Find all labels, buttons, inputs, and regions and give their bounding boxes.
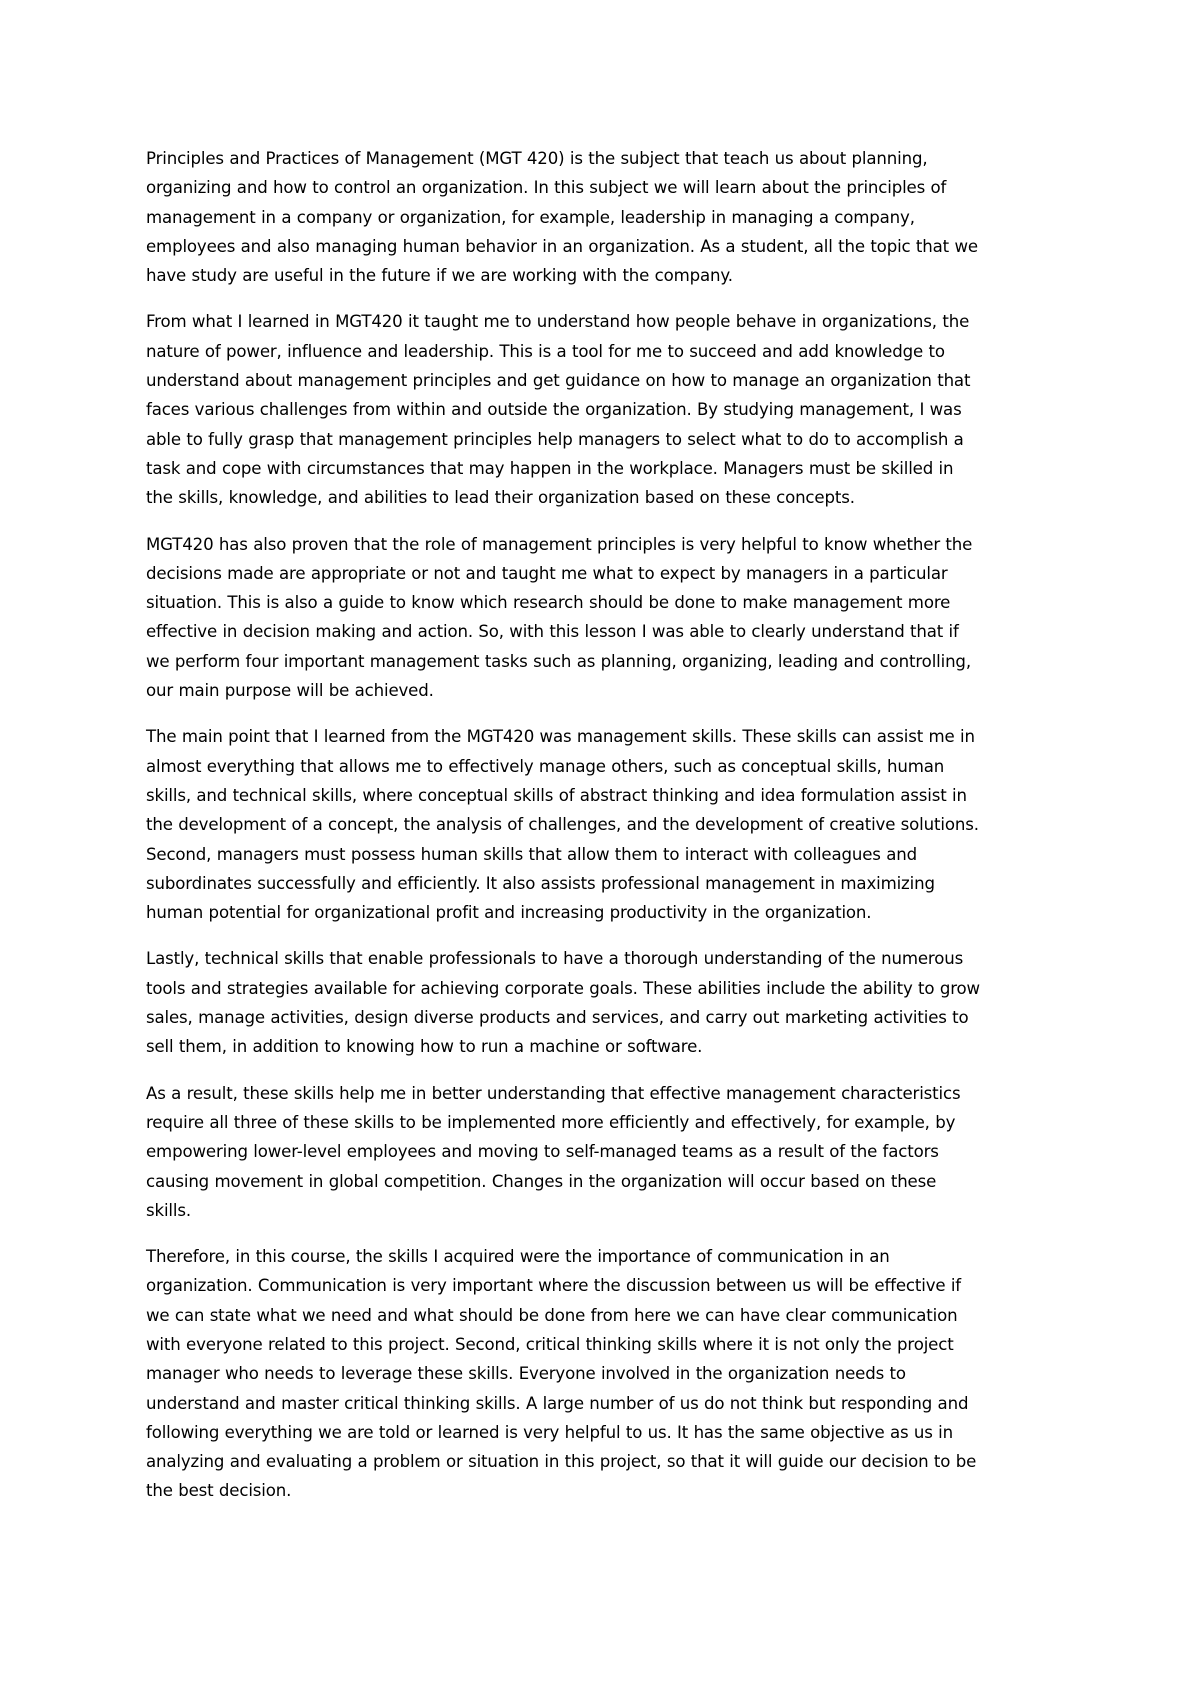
text-line: Therefore, in this course, the skills I acquired were the importance of communication in an (146, 1247, 890, 1267)
text-line: with everyone related to this project. Second, critical thinking skills where it is not only the project (146, 1334, 954, 1354)
text-line: nature of power, influence and leadership. This is a tool for me to succeed and add knowledge to (146, 341, 945, 361)
text-line: we can state what we need and what should be done from here we can have clear communication (146, 1305, 958, 1325)
paragraph-4 (146, 722, 1076, 927)
text-line: skills, and technical skills, where conceptual skills of abstract thinking and idea formulation assist in (146, 785, 967, 805)
text-line: situation. This is also a guide to know which research should be done to make management more (146, 593, 951, 613)
text-line: almost everything that allows me to effectively manage others, such as conceptual skills, human (146, 756, 945, 776)
text-line: able to fully grasp that management principles help managers to select what to do to accomplish a (146, 429, 964, 449)
text-line: following everything we are told or learned is very helpful to us. It has the same objective as us in (146, 1422, 953, 1442)
text-line: have study are useful in the future if we are working with the company. (146, 266, 733, 286)
text-line: MGT420 has also proven that the role of management principles is very helpful to know whether the (146, 534, 973, 554)
text-line: The main point that I learned from the MGT420 was management skills. These skills can assist me in (146, 727, 975, 747)
text-line: the skills, knowledge, and abilities to lead their organization based on these concepts. (146, 488, 855, 508)
text-line: Lastly, technical skills that enable professionals to have a thorough understanding of the numerous (146, 949, 964, 969)
text-line: subordinates successfully and efficiently. It also assists professional management in maximizing (146, 873, 935, 893)
text-line: human potential for organizational profit and increasing productivity in the organization. (146, 903, 872, 923)
text-line: the best decision. (146, 1481, 292, 1501)
text-line: our main purpose will be achieved. (146, 681, 434, 701)
text-line: require all three of these skills to be implemented more efficiently and effectively, for example, by (146, 1112, 956, 1132)
text-line: analyzing and evaluating a problem or situation in this project, so that it will guide our decision to be (146, 1452, 977, 1472)
text-line: As a result, these skills help me in better understanding that effective management characteristics (146, 1083, 961, 1103)
text-line: management in a company or organization, for example, leadership in managing a company, (146, 207, 915, 227)
text-line: Second, managers must possess human skills that allow them to interact with colleagues and (146, 844, 917, 864)
text-line: we perform four important management tasks such as planning, organizing, leading and controlling, (146, 651, 971, 671)
text-line: decisions made are appropriate or not and taught me what to expect by managers in a particular (146, 563, 948, 583)
text-line: organization. Communication is very important where the discussion between us will be effective if (146, 1276, 961, 1296)
text-line: effective in decision making and action. So, with this lesson I was able to clearly understand that if (146, 622, 959, 642)
paragraph-7 (146, 1242, 1076, 1506)
text-line: understand and master critical thinking skills. A large number of us do not think but responding and (146, 1393, 969, 1413)
paragraph-3 (146, 530, 1076, 706)
text-line: Principles and Practices of Management (MGT 420) is the subject that teach us about planning, (146, 149, 928, 168)
text-line: understand about management principles and get guidance on how to manage an organization that (146, 371, 971, 391)
text-line: faces various challenges from within and outside the organization. By studying management, I was (146, 400, 962, 420)
text-line: sales, manage activities, design diverse products and services, and carry out marketing activities to (146, 1008, 969, 1028)
text-line: From what I learned in MGT420 it taught me to understand how people behave in organizations, the (146, 312, 970, 332)
text-line: manager who needs to leverage these skills. Everyone involved in the organization needs to (146, 1364, 906, 1384)
paragraph-1 (146, 144, 1076, 290)
paragraph-6 (146, 1079, 1076, 1225)
text-line: task and cope with circumstances that may happen in the workplace. Managers must be skilled in (146, 458, 954, 478)
text-line: sell them, in addition to knowing how to run a machine or software. (146, 1037, 703, 1057)
text-line: skills. (146, 1200, 191, 1220)
text-line: employees and also managing human behavior in an organization. As a student, all the topic that we (146, 236, 978, 256)
text-line: causing movement in global competition. Changes in the organization will occur based on these (146, 1171, 937, 1191)
text-line: empowering lower-level employees and moving to self-managed teams as a result of the factors (146, 1142, 939, 1162)
paragraph-2 (146, 307, 1076, 512)
paragraph-5 (146, 944, 1076, 1061)
text-line: the development of a concept, the analysis of challenges, and the development of creative solutions. (146, 815, 979, 835)
text-line: tools and strategies available for achieving corporate goals. These abilities include the ability to grow (146, 978, 980, 998)
text-line: organizing and how to control an organization. In this subject we will learn about the principles of (146, 178, 947, 198)
